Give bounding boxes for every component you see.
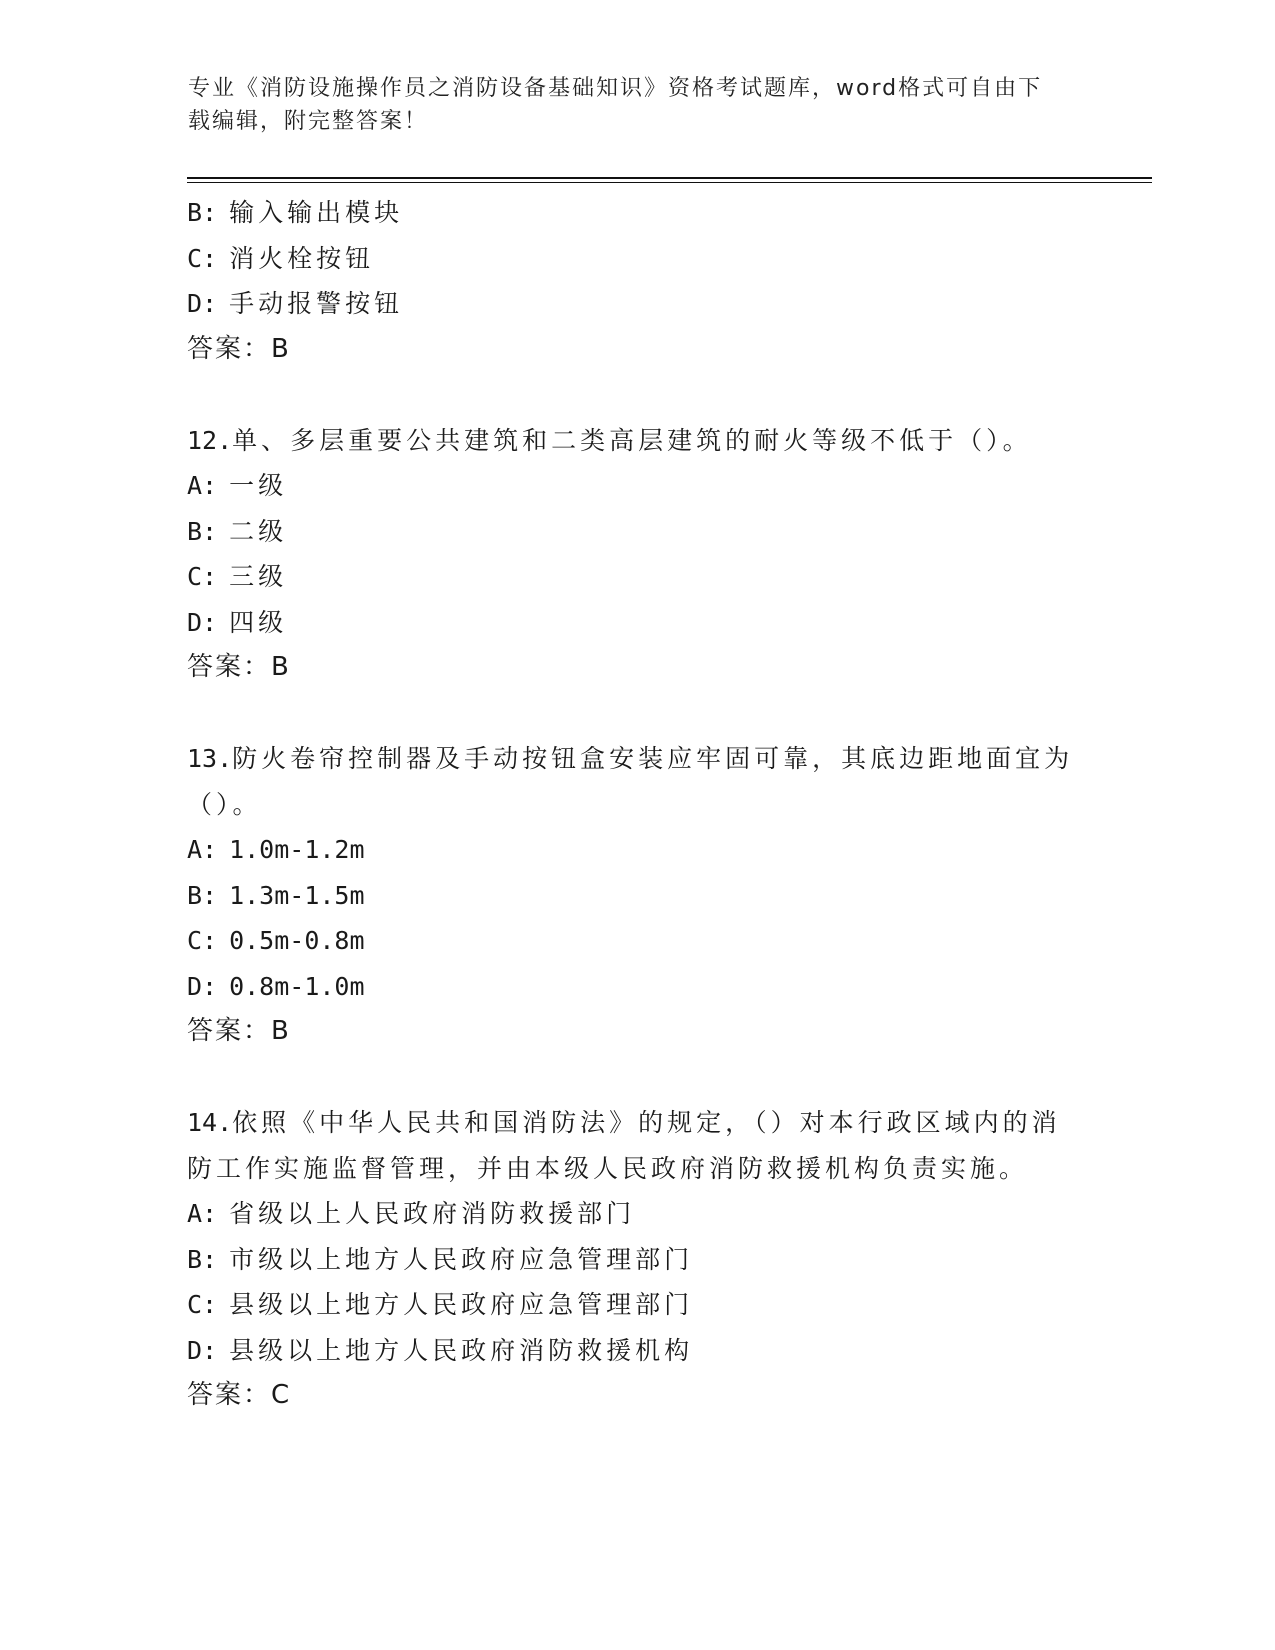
answer-line: 答案：B xyxy=(187,652,291,682)
question-list xyxy=(187,190,1087,1419)
option-d: D: 县级以上地方人民政府消防救援机构 xyxy=(187,1335,694,1365)
prev-question-block xyxy=(187,190,1087,372)
option-d: D: 四级 xyxy=(187,607,288,637)
option-b: B: 市级以上地方人民政府应急管理部门 xyxy=(187,1244,694,1274)
option-b: B: 二级 xyxy=(187,516,288,546)
option-c: C: 三级 xyxy=(187,562,288,591)
header-line-2: 载编辑，附完整答案！ xyxy=(188,109,429,134)
option-b: B: 输入输出模块 xyxy=(187,198,404,227)
option-d: D: 0.8m-1.0m xyxy=(187,971,365,1001)
question-13 xyxy=(187,736,1087,1055)
option-c: C: 0.5m-0.8m xyxy=(187,926,365,955)
header-divider-thin xyxy=(187,182,1152,183)
header-line-1: 专业《消防设施操作员之消防设备基础知识》资格考试题库，word格式可自由下 xyxy=(188,76,1043,101)
question-text-continued: 防工作实施监督管理，并由本级人民政府消防救援机构负责实施。 xyxy=(187,1153,1029,1183)
option-b: B: 1.3m-1.5m xyxy=(187,880,365,910)
option-c: C: 县级以上地方人民政府应急管理部门 xyxy=(187,1290,694,1319)
option-a: A: 一级 xyxy=(187,471,288,500)
question-text-continued: （）。 xyxy=(187,789,262,819)
question-text: 13.防火卷帘控制器及手动按钮盒安装应牢固可靠，其底边距地面宜为 xyxy=(187,744,1074,773)
option-c: C: 消火栓按钮 xyxy=(187,243,375,273)
option-d: D: 手动报警按钮 xyxy=(187,289,404,318)
question-14 xyxy=(187,1100,1087,1419)
answer-line: 答案：B xyxy=(187,333,291,364)
option-a: A: 省级以上人民政府消防救援部门 xyxy=(187,1199,636,1228)
document-header xyxy=(188,72,1088,138)
option-a: A: 1.0m-1.2m xyxy=(187,835,365,864)
question-text: 14.依照《中华人民共和国消防法》的规定，（）对本行政区域内的消 xyxy=(187,1108,1061,1137)
header-divider-thick xyxy=(187,177,1152,179)
question-12 xyxy=(187,418,1087,691)
answer-line: 答案：B xyxy=(187,1016,291,1046)
question-text: 12.单、多层重要公共建筑和二类高层建筑的耐火等级不低于（）。 xyxy=(187,425,1032,455)
answer-line: 答案：C xyxy=(187,1380,292,1410)
